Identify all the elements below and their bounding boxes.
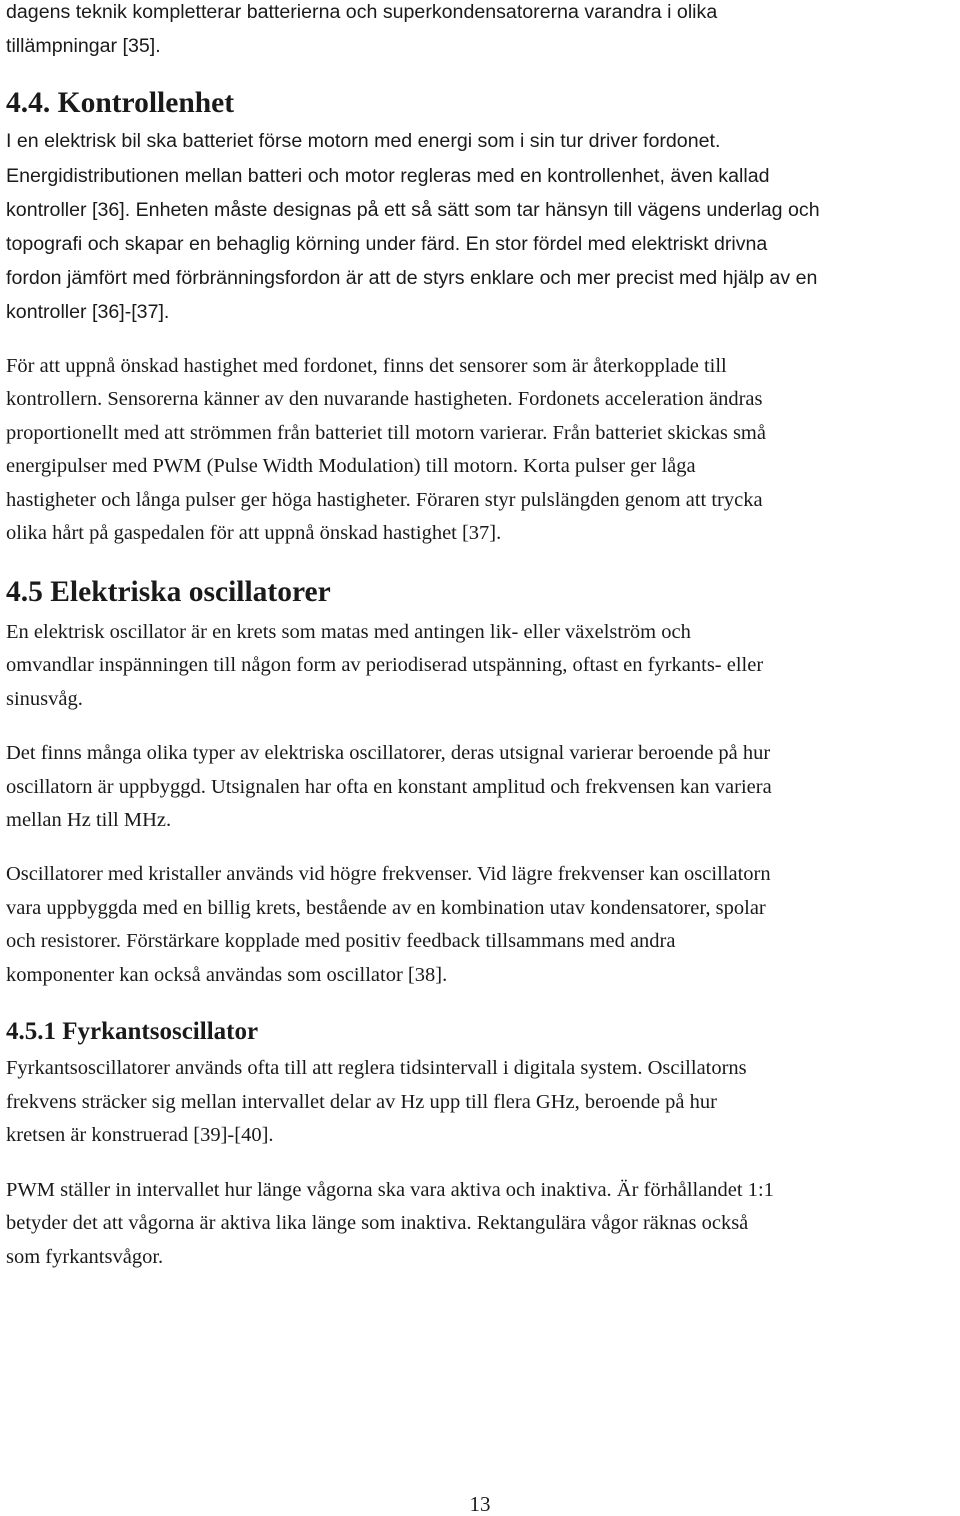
text-line: För att uppnå önskad hastighet med fordonet, finns det sensorer som är återkopplade till xyxy=(6,355,727,377)
text-line: frekvens sträcker sig mellan intervallet delar av Hz upp till flera GHz, beroende på hur xyxy=(6,1091,717,1113)
text-line: komponenter kan också användas som oscillator [38]. xyxy=(6,964,448,986)
text-line: proportionellt med att strömmen från batteriet till motorn varierar. Från batteriet skickas små xyxy=(6,422,766,444)
text-line: Fyrkantsoscillatorer används ofta till att reglera tidsintervall i digitala system. Oscillatorns xyxy=(6,1057,747,1079)
text-line: En elektrisk oscillator är en krets som matas med antingen lik- eller växelström och xyxy=(6,621,691,643)
text-line: topografi och skapar en behaglig körning under färd. En stor fördel med elektriskt drivna xyxy=(6,233,768,255)
text-line: kontroller [36]-[37]. xyxy=(6,301,170,323)
text-line: PWM ställer in intervallet hur länge vågorna ska vara aktiva och inaktiva. Är förhållandet 1:1 xyxy=(6,1179,774,1201)
text-line: oscillatorn är uppbyggd. Utsignalen har ofta en konstant amplitud och frekvensen kan variera xyxy=(6,776,772,798)
text-line: vara uppbyggda med en billig krets, bestående av en kombination utav kondensatorer, spolar xyxy=(6,897,766,919)
text-line: kontroller [36]. Enheten måste designas på ett så sätt som tar hänsyn till vägens underlag och xyxy=(6,199,820,221)
text-line: kontrollern. Sensorerna känner av den nuvarande hastigheten. Fordonets acceleration ändras xyxy=(6,388,763,410)
text-line: dagens teknik kompletterar batterierna och superkondensatorerna varandra i olika xyxy=(6,1,718,23)
text-line: Oscillatorer med kristaller används vid högre frekvenser. Vid lägre frekvenser kan oscillatorn xyxy=(6,863,771,885)
text-line: Energidistributionen mellan batteri och motor regleras med en kontrollenhet, även kallad xyxy=(6,165,770,187)
text-line: I en elektrisk bil ska batteriet förse motorn med energi som i sin tur driver fordonet. xyxy=(6,130,721,152)
text-line: tillämpningar [35]. xyxy=(6,35,161,57)
text-line: betyder det att vågorna är aktiva lika länge som inaktiva. Rektangulära vågor räknas också xyxy=(6,1212,749,1234)
text-line: mellan Hz till MHz. xyxy=(6,809,172,831)
text-line: som fyrkantsvågor. xyxy=(6,1246,164,1268)
text-line: sinusvåg. xyxy=(6,688,83,710)
text-line: Det finns många olika typer av elektriska oscillatorer, deras utsignal varierar beroende på hur xyxy=(6,742,771,764)
text-line: olika hårt på gaspedalen för att uppnå önskad hastighet [37]. xyxy=(6,522,502,544)
section-heading-elektriska-oscillatorer: 4.5 Elektriska oscillatorer xyxy=(6,576,331,608)
text-line: och resistorer. Förstärkare kopplade med positiv feedback tillsammans med andra xyxy=(6,930,676,952)
page-number: 13 xyxy=(469,1492,491,1516)
text-line: energipulser med PWM (Pulse Width Modulation) till motorn. Korta pulser ger låga xyxy=(6,455,696,477)
text-line: fordon jämfört med förbränningsfordon är att de styrs enklare och mer precist med hjälp av en xyxy=(6,267,818,289)
section-heading-kontrollenhet: 4.4. Kontrollenhet xyxy=(6,87,235,119)
text-line: hastigheter och långa pulser ger höga hastigheter. Föraren styr pulslängden genom att trycka xyxy=(6,489,763,511)
section-heading-fyrkantsoscillator: 4.5.1 Fyrkantsoscillator xyxy=(6,1018,259,1045)
text-line: kretsen är konstruerad [39]-[40]. xyxy=(6,1124,274,1146)
text-line: omvandlar inspänningen till någon form av periodiserad utspänning, oftast en fyrkants- eller xyxy=(6,654,764,676)
